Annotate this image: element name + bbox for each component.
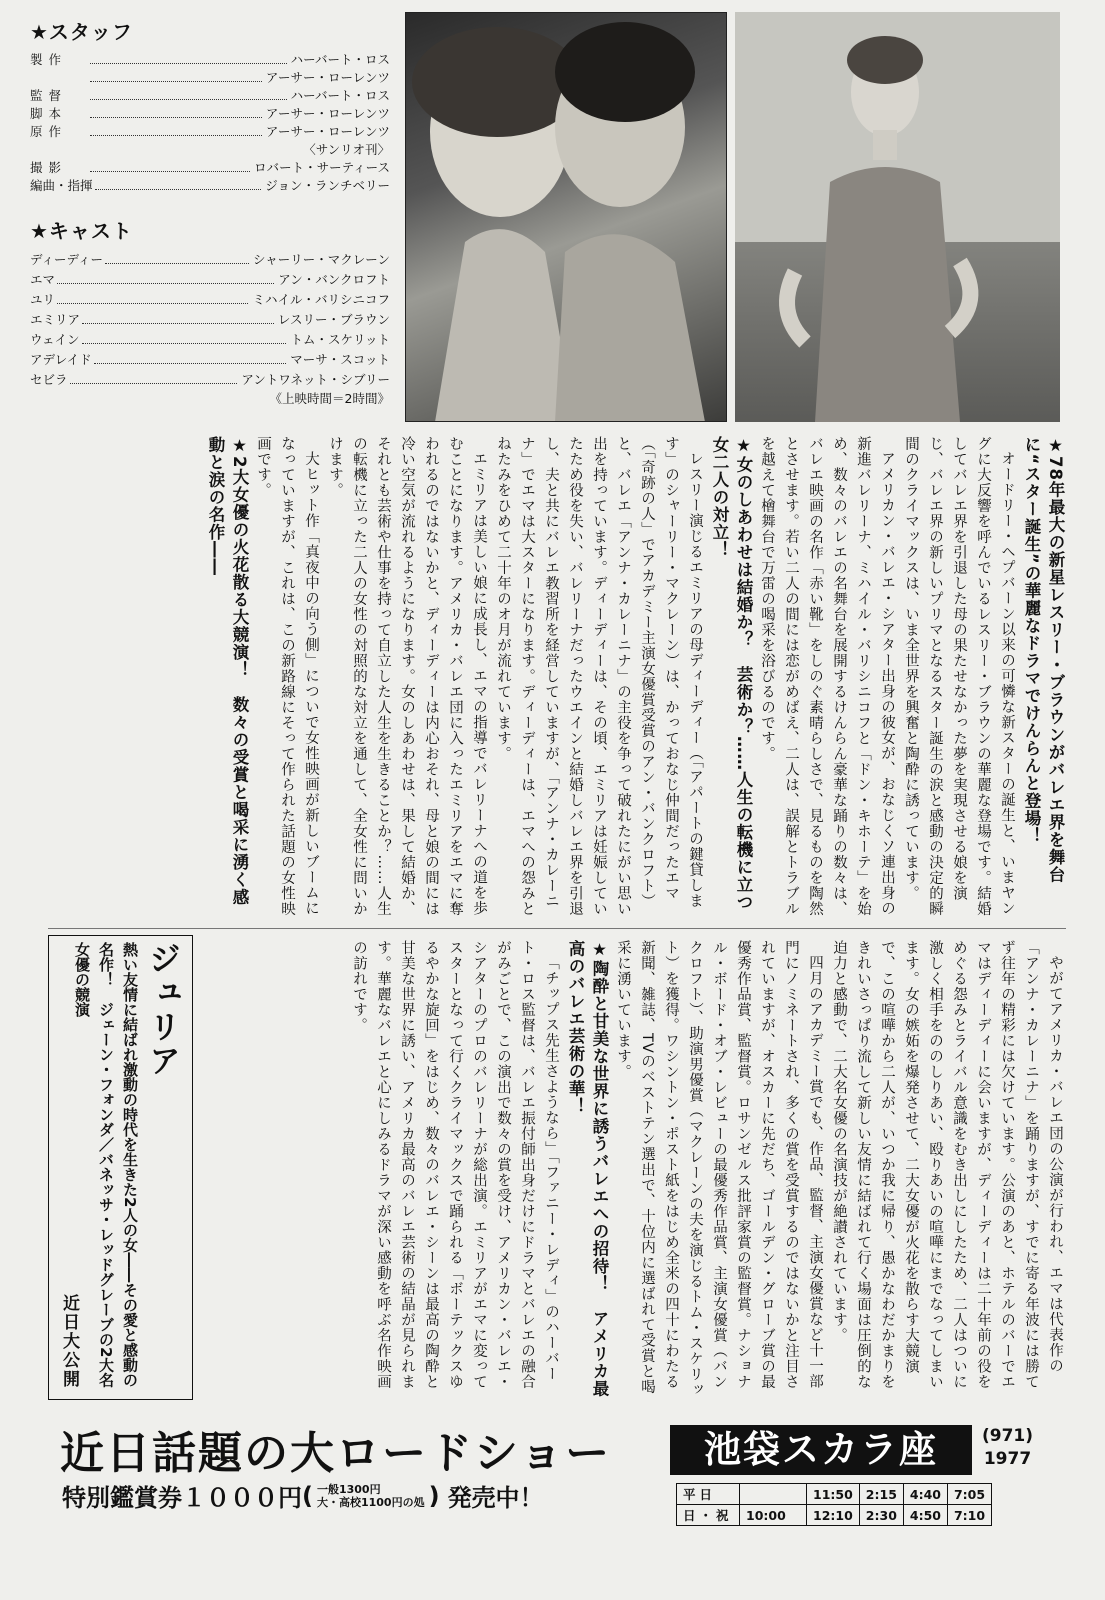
on-sale-text: 発売中！ bbox=[447, 1484, 544, 1512]
credits-block bbox=[30, 14, 390, 408]
article-heading-2: ★女のしあわせは結婚か？ 芸術か？……人生の転機に立つ女二人の対立！ bbox=[710, 436, 753, 911]
staff-row: 原作 アーサー・ローレンツ bbox=[30, 124, 390, 139]
julia-title: ジュリア bbox=[144, 942, 182, 1078]
staff-row: アーサー・ローレンツ bbox=[30, 69, 390, 87]
article-paragraph: やがてアメリカ・バレエ団の公演が行われ、エマは代表作の「アンナ・カレーニナ」を踊りますが、すでに寄る年波には勝てず往年の精彩には欠けています。公演のあと、ホテルのバーでエマはディーディーに会いますが、ディーディーは二十年前の役をめぐる怨みとライバル意識をむき出しにしたため、二人はついに激しく相手をののしりあい、殴りあいの喧嘩にまでなってしまいます。女の嫉妬を爆発させて、二大女優が火花を散らす大競演で、この喧嘩から二人が、いつか我に帰り、愚かなわだかまりをきれいさっぱり流して新しい友情に結ばれて行く場面は圧倒的な迫力と感動で、二大名女優の名演技が絶讃されています。 bbox=[831, 940, 1063, 1390]
article-paragraph: 大ヒット作「真夜中の向う側」についで女性映画が新しいブームになっていますが、これは、この新路線にそって作られた話題の女性映画です。 bbox=[255, 436, 319, 917]
article-heading-1: ★78年最大の新星レスリー・ブラウンがバレエ界を舞台に“スター誕生”の華麗なドラマでけんらんと登場！ bbox=[1022, 436, 1065, 884]
staff-row: 製作 ハーバート・ロス bbox=[30, 52, 390, 67]
showtime-table bbox=[676, 1483, 992, 1526]
article-heading-4: ★陶酔と甘美な世界に誘うバレエへの招待！ アメリカ最高のバレエ芸術の華！ bbox=[566, 940, 609, 1398]
article-top bbox=[57, 436, 1067, 921]
roadshow-headline: 近日話題の大ロードショー bbox=[60, 1428, 612, 1479]
column-divider bbox=[48, 928, 1066, 929]
article-paragraph: レスリー演じるエミリアの母ディーディー（「アパートの鍵貸します」のシャーリー・マクレーン）は、かっておなじ仲間だったエマ（「奇跡の人」でアカデミー主演女優賞受賞のアン・バンクロフト）と、バレエ「アンナ・カレーニナ」の主役を争って破れたにがい思い出を持っています。ディーディーは、その頃、エミリアは妊娠していたため役を失い、バレリーナだったウエインと結婚しバレエ界を引退し、夫と共にバレエ教習所を経営していますが、「アンナ・カレーニナ」でエマは大スターになります。ディーディーは、エマへの怨みとねたみをひめて二十年のオ月が流れています。 bbox=[495, 436, 703, 917]
cast-row: ユリ ミハイル・バリシニコフ bbox=[30, 292, 390, 307]
article-paragraph: 四月のアカデミー賞でも、作品、監督、主演女優賞など十一部門にノミネートされ、多くの賞を受賞するのではないかと注目されていますが、オスカーに先だち、ゴールデン・グローブ賞の最優秀作品賞、監督賞。ロサンゼルス批評家賞の監督賞。ナショナル・ボード・オブ・レビューの最優秀作品賞、主演女優賞（バンクロフト）、助演男優賞（マクレーンの夫を演じるトム・スケリット）を獲得。ワシントン・ポスト紙をはじめ全米の四十にわたる新聞、雑誌、TVのベストテン選出で、十位内に選ばれて受賞と喝采に湧いています。 bbox=[615, 940, 823, 1398]
table-row bbox=[677, 1484, 992, 1505]
staff-row: 監督 ハーバート・ロス bbox=[30, 88, 390, 103]
article-paragraph: アメリカン・バレエ・シアター出身の彼女が、おなじくソ連出身の新進バレリーナ、ミハイル・バリシニコフと「ドン・キホーテ」を始め、数々のバレエの名舞台を展開するけんらん豪華な踊りの数々は、バレエ映画の名作「赤い靴」をしのぐ素晴らしさで、見るものを陶然とさせます。若い二人の間には恋がめばえ、二人は、誤解とトラブルを越えて檜舞台で万雷の喝采を浴びるのです。 bbox=[759, 436, 895, 917]
staff-title: ★スタッフ bbox=[30, 20, 133, 44]
photo-two-women bbox=[405, 12, 727, 422]
showtime: 10:00 bbox=[740, 1505, 807, 1526]
cast-title: ★キャスト bbox=[30, 219, 133, 243]
showtime: 7:05 bbox=[947, 1484, 991, 1505]
photo-ballerina bbox=[735, 12, 1060, 422]
cast-row: ウェイン トム・スケリット bbox=[30, 332, 390, 347]
article-paragraph: 「チップス先生さようなら」「ファニー・レディ」のハーバート・ロス監督は、バレエ振付師出身だけにドラマとバレエの融合がみごとで、この演出で数々の賞を受け、アメリカン・バレエ・シアターのプロのバレリーナが総出演。エミリアがエマに変ってスターとなって行くクライマックスで踊られる「ボーテックスゆるやかな旋回」をはじめ、数々のバレエ・シーンは最高の陶酔と甘美な世界に誘い、アメリカ最高のバレエ芸術の結晶が見られます。華麗なバレエと心にしみるドラマが深い感動を呼ぶ名作映画の訪れです。 bbox=[351, 940, 559, 1390]
runtime-note: 《上映時間＝2時間》 bbox=[269, 391, 390, 406]
ticket-line bbox=[62, 1478, 544, 1513]
theater-phone: (971) 1977 bbox=[982, 1426, 1034, 1469]
article-bottom bbox=[200, 940, 1067, 1400]
cast-block bbox=[30, 215, 390, 408]
julia-ad-box bbox=[48, 935, 193, 1400]
weekday-label: 平日 bbox=[677, 1484, 740, 1505]
staff-row: 撮影 ロバート・サーティース bbox=[30, 160, 390, 175]
showtime: 2:30 bbox=[859, 1505, 903, 1526]
cast-row: セビラ アントワネット・シブリー bbox=[30, 372, 390, 387]
showtime: 12:10 bbox=[807, 1505, 860, 1526]
staff-row: 編曲・指揮 ジョン・ランチベリー bbox=[30, 178, 390, 193]
showtime: 11:50 bbox=[807, 1484, 860, 1505]
ticket-regular-prices: 一般1300円 大・高校1100円の処 bbox=[316, 1482, 425, 1509]
ticket-price: 特別鑑賞券１０００円 bbox=[62, 1484, 302, 1512]
julia-description: 熱い友情に結ばれ激動の時代を生きた2人の女――その愛と感動の名作！ ジェーン・フォンダ／バネッサ・レッドグレーブの2大名女優の競演 bbox=[73, 942, 139, 1388]
ticket-paren-close: ) bbox=[428, 1481, 440, 1510]
article-heading-3: ★2大女優の火花散る大競演！ 数々の受賞と喝采に湧く感動と涙の名作―― bbox=[206, 436, 249, 906]
article-paragraph: エミリアは美しい娘に成長し、エマの指導でバレリーナへの道を歩むことになります。アメリカ・バレエ団に入ったエミリアをエマに奪われるのではないかと、ディーディーは内心おそれ、母と娘の間には冷い空気が流れるようになります。女のしあわせは、果して結婚か、それとも芸術や仕事を持って自立した人生を生きることか？……人生の転機に立った二人の女性の対照的な対立を通して、全女性に問いかけます。 bbox=[327, 436, 487, 917]
theater-name: 池袋スカラ座 bbox=[670, 1425, 972, 1475]
julia-coming-soon: 近日大公開 bbox=[59, 1294, 79, 1389]
article-paragraph: オードリー・ヘプバーン以来の可憐な新スターの誕生と、いまヤングに大反響を呼んでいるレスリー・ブラウンの華麗な登場です。結婚してバレエ界を引退した母の果たせなかった夢を実現させる娘を演じ、バレエ界の新しいプリマとなるスター誕生の涙と感動の決定的瞬間のクライマックスは、いま全世界を興奮と陶酔に誘っています。 bbox=[903, 436, 1015, 917]
showtime: 4:50 bbox=[903, 1505, 947, 1526]
ticket-paren-open: ( bbox=[302, 1481, 313, 1510]
cast-row: エマ アン・バンクロフト bbox=[30, 272, 390, 287]
table-row bbox=[677, 1505, 992, 1526]
staff-row: 脚本 アーサー・ローレンツ bbox=[30, 106, 390, 121]
holiday-label: 日・祝 bbox=[677, 1505, 740, 1526]
showtime: 7:10 bbox=[947, 1505, 991, 1526]
cast-row: アデレイド マーサ・スコット bbox=[30, 352, 390, 367]
showtime: 2:15 bbox=[859, 1484, 903, 1505]
showtime: 4:40 bbox=[903, 1484, 947, 1505]
publisher-note: 〈サンリオ刊〉 bbox=[303, 142, 390, 157]
cast-row: ディーディー シャーリー・マクレーン bbox=[30, 252, 390, 267]
cast-row: エミリア レスリー・ブラウン bbox=[30, 312, 390, 327]
